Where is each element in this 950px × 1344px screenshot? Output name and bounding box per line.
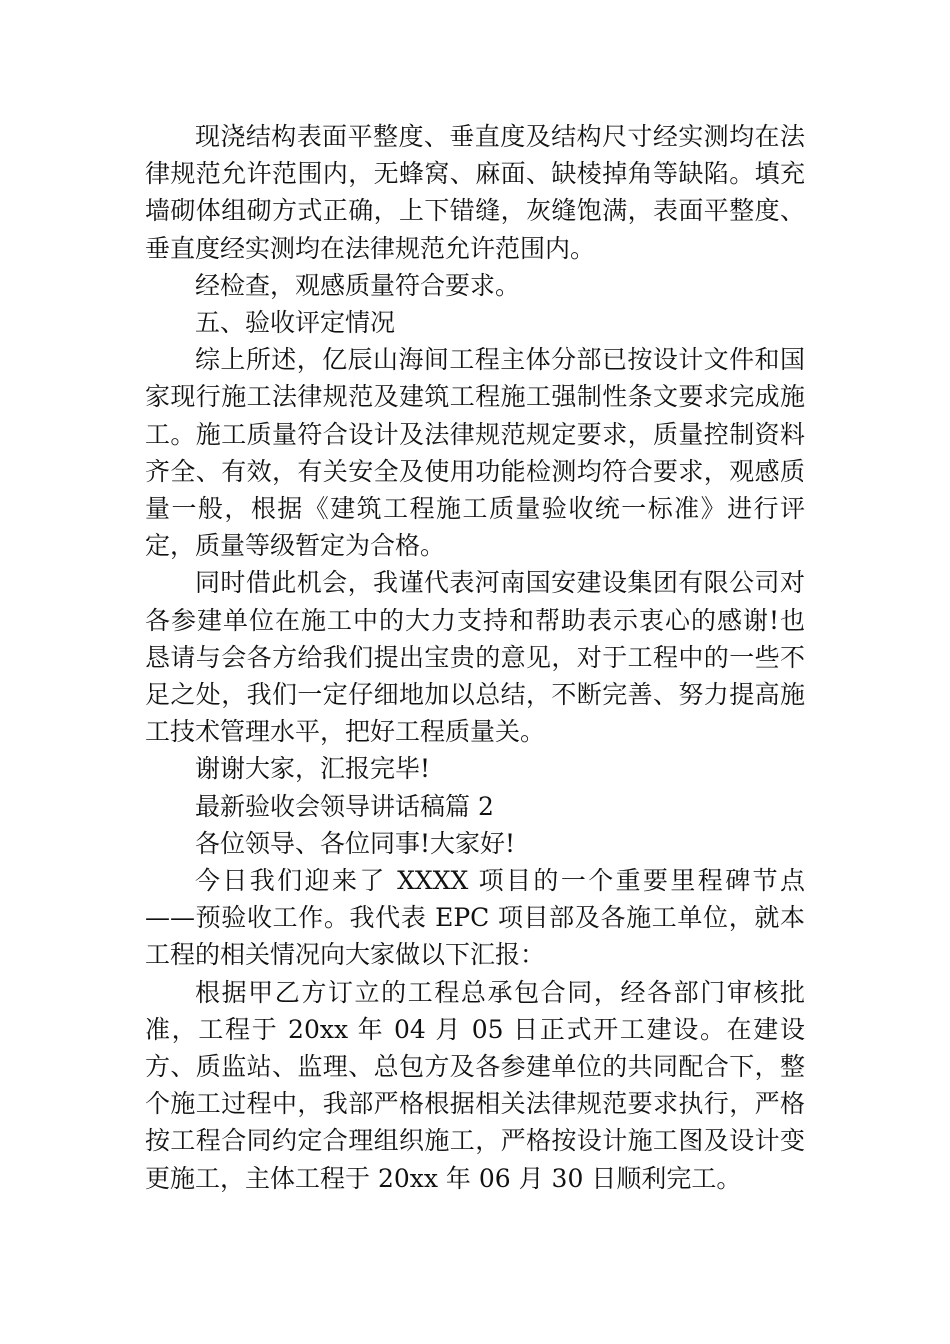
- greeting: 各位领导、各位同事!大家好!: [195, 828, 516, 858]
- document-body: [145, 118, 805, 1197]
- speech-title: 最新验收会领导讲话稿篇 2: [195, 791, 494, 821]
- paragraph-structure-quality: 现浇结构表面平整度、垂直度及结构尺寸经实测均在法律规范允许范围内，无蜂窝、麻面、缺棱掉角等缺陷。填充墙砌体组砌方式正确，上下错缝，灰缝饱满，表面平整度、垂直度经实测均在法律规范允许范围内。: [145, 122, 805, 263]
- paragraph-closing: 谢谢大家，汇报完毕!: [195, 754, 431, 784]
- section-heading-acceptance: 五、验收评定情况: [195, 308, 396, 338]
- paragraph-thanks: 同时借此机会，我谨代表河南国安建设集团有限公司对各参建单位在施工中的大力支持和帮助表示衷心的感谢!也恳请与会各方给我们提出宝贵的意见，对于工程中的一些不足之处，我们一定仔细地加以总结，不断完善、努力提高施工技术管理水平，把好工程质量关。: [145, 568, 805, 747]
- paragraph-summary: 综上所述，亿辰山海间工程主体分部已按设计文件和国家现行施工法律规范及建筑工程施工强制性条文要求完成施工。施工质量符合设计及法律规范规定要求，质量控制资料齐全、有效，有关安全及使用功能检测均符合要求，观感质量一般，根据《建筑工程施工质量验收统一标准》进行评定，质量等级暂定为合格。: [145, 345, 805, 561]
- paragraph-appearance-check: 经检查，观感质量符合要求。: [195, 270, 521, 300]
- paragraph-milestone: 今日我们迎来了 XXXX 项目的一个重要里程碑节点——预验收工作。我代表 EPC 项目部及各施工单位，就本工程的相关情况向大家做以下汇报：: [145, 866, 805, 970]
- paragraph-contract: 根据甲乙方订立的工程总承包合同，经各部门审核批准，工程于 20xx 年 04 月 05 日正式开工建设。在建设方、质监站、监理、总包方及各参建单位的共同配合下，整个施工过程中，我部严格根据相关法律规范要求执行，严格按工程合同约定合理组织施工，严格按设计施工图及设计变更施工，主体工程于 20xx 年 06 月 30 日顺利完工。: [145, 977, 805, 1193]
